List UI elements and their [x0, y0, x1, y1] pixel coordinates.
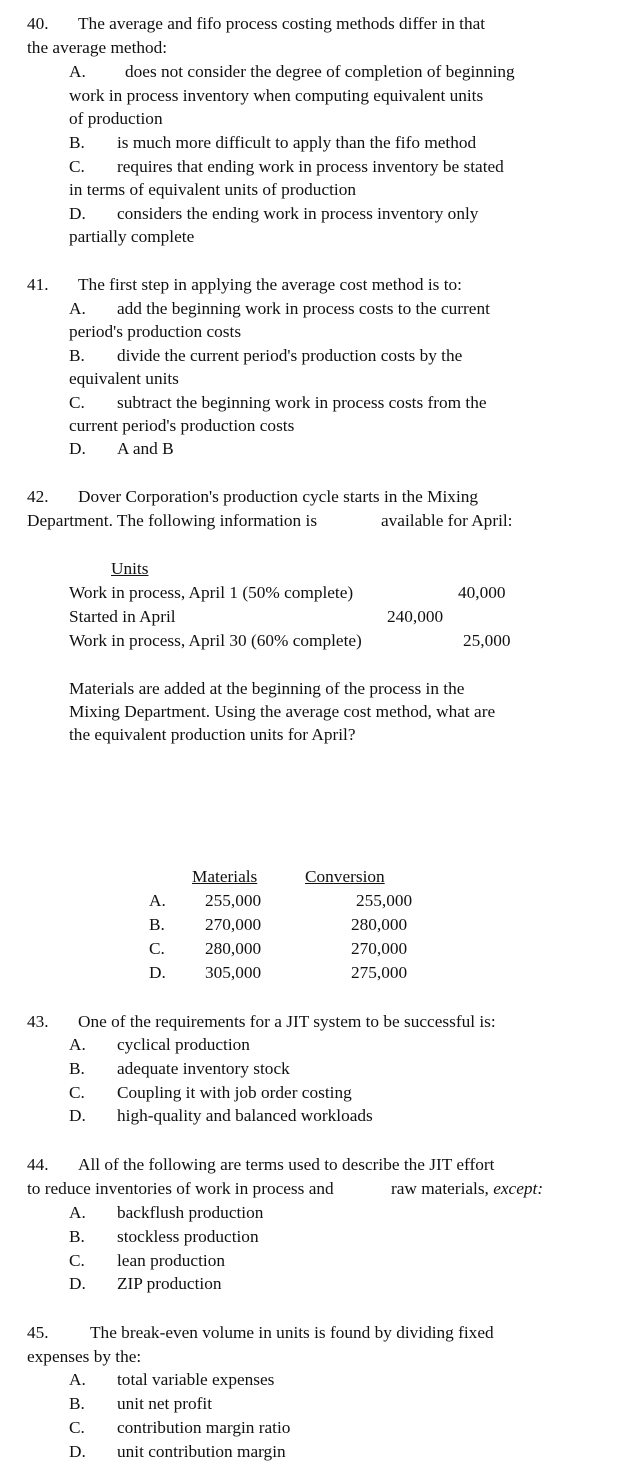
question-stem: expenses by the:	[27, 1347, 142, 1366]
question-number: 40.	[27, 14, 49, 33]
question-number: 43.	[27, 1012, 49, 1031]
question-stem: All of the following are terms used to describe the JIT effort	[78, 1155, 495, 1174]
option-letter: A.	[69, 1035, 86, 1054]
option-letter: D.	[69, 1442, 86, 1461]
option-letter: C.	[69, 1418, 85, 1437]
option-text: A and B	[117, 439, 174, 458]
units-row-label: Work in process, April 30 (60% complete)	[69, 631, 362, 650]
option-letter: B.	[69, 1227, 85, 1246]
option-text: requires that ending work in process inventory be stated	[117, 157, 504, 176]
option-letter: D.	[149, 963, 166, 982]
option-letter: A.	[69, 299, 86, 318]
column-header-conversion: Conversion	[305, 867, 385, 886]
question-stem: One of the requirements for a JIT system to be successful is:	[78, 1012, 496, 1031]
question-stem: Department. The following information is	[27, 511, 318, 530]
option-letter: C.	[69, 1251, 85, 1270]
question-paragraph: Mixing Department. Using the average cost method, what are	[69, 702, 496, 721]
option-letter: A.	[69, 1203, 86, 1222]
question-number: 42.	[27, 487, 49, 506]
option-letter: D.	[69, 1106, 86, 1125]
question-stem: raw materials,	[391, 1179, 489, 1198]
option-text: high-quality and balanced workloads	[117, 1106, 373, 1125]
option-text: of production	[69, 109, 163, 128]
option-text: cyclical production	[117, 1035, 250, 1054]
option-materials: 305,000	[205, 963, 262, 982]
question-stem: the average method:	[27, 38, 168, 57]
option-letter: D.	[69, 1274, 86, 1293]
option-conversion: 275,000	[351, 963, 408, 982]
question-paragraph: Materials are added at the beginning of the process in the	[69, 679, 465, 698]
option-letter: C.	[69, 1083, 85, 1102]
option-text: adequate inventory stock	[117, 1059, 290, 1078]
option-letter: C.	[69, 393, 85, 412]
question-stem: The first step in applying the average cost method is to:	[78, 275, 462, 294]
option-letter: D.	[69, 204, 86, 223]
question-stem-end	[391, 1177, 543, 1200]
option-text: equivalent units	[69, 369, 179, 388]
question-number: 41.	[27, 275, 49, 294]
units-row-label: Work in process, April 1 (50% complete)	[69, 583, 354, 602]
question-number: 45.	[27, 1323, 49, 1342]
option-text: lean production	[117, 1251, 225, 1270]
option-text: does not consider the degree of completion of beginning	[125, 62, 515, 81]
question-paragraph: the equivalent production units for April?	[69, 725, 356, 744]
option-materials: 280,000	[205, 939, 262, 958]
option-text: divide the current period's production costs by the	[117, 346, 463, 365]
option-text: ZIP production	[117, 1274, 222, 1293]
option-text: backflush production	[117, 1203, 264, 1222]
option-text: work in process inventory when computing equivalent units	[69, 86, 484, 105]
option-letter: A.	[149, 891, 166, 910]
option-conversion: 270,000	[351, 939, 408, 958]
option-text: is much more difficult to apply than the fifo method	[117, 133, 477, 152]
column-header-materials: Materials	[192, 867, 258, 886]
option-letter: C.	[149, 939, 165, 958]
option-letter: A.	[69, 1370, 86, 1389]
option-text: contribution margin ratio	[117, 1418, 291, 1437]
units-row-label: Started in April	[69, 607, 176, 626]
units-header: Units	[111, 559, 149, 578]
option-text: in terms of equivalent units of production	[69, 180, 357, 199]
option-letter: B.	[69, 346, 85, 365]
option-text: stockless production	[117, 1227, 259, 1246]
question-stem: available for April:	[381, 511, 513, 530]
option-conversion: 280,000	[351, 915, 408, 934]
option-text: partially complete	[69, 227, 195, 246]
units-row-value: 25,000	[463, 631, 511, 650]
option-letter: B.	[69, 1394, 85, 1413]
question-stem-emphasis: except:	[493, 1179, 544, 1198]
option-materials: 255,000	[205, 891, 262, 910]
option-letter: D.	[69, 439, 86, 458]
option-text: unit net profit	[117, 1394, 213, 1413]
option-conversion: 255,000	[356, 891, 413, 910]
units-row-value: 40,000	[458, 583, 506, 602]
units-row-value: 240,000	[387, 607, 444, 626]
option-text: total variable expenses	[117, 1370, 275, 1389]
option-text: current period's production costs	[69, 416, 295, 435]
option-text: considers the ending work in process inventory only	[117, 204, 479, 223]
option-text: add the beginning work in process costs to the current	[117, 299, 490, 318]
option-text: period's production costs	[69, 322, 242, 341]
option-letter: B.	[69, 1059, 85, 1078]
question-stem: The break-even volume in units is found by dividing fixed	[90, 1323, 494, 1342]
option-letter: C.	[69, 157, 85, 176]
question-stem: to reduce inventories of work in process and	[27, 1179, 334, 1198]
option-text: unit contribution margin	[117, 1442, 286, 1461]
option-text: Coupling it with job order costing	[117, 1083, 352, 1102]
option-letter: B.	[149, 915, 165, 934]
option-text: subtract the beginning work in process costs from the	[117, 393, 487, 412]
option-letter: A.	[69, 62, 86, 81]
option-letter: B.	[69, 133, 85, 152]
option-materials: 270,000	[205, 915, 262, 934]
question-stem: The average and fifo process costing methods differ in that	[78, 14, 486, 33]
question-stem: Dover Corporation's production cycle starts in the Mixing	[78, 487, 479, 506]
question-number: 44.	[27, 1155, 49, 1174]
